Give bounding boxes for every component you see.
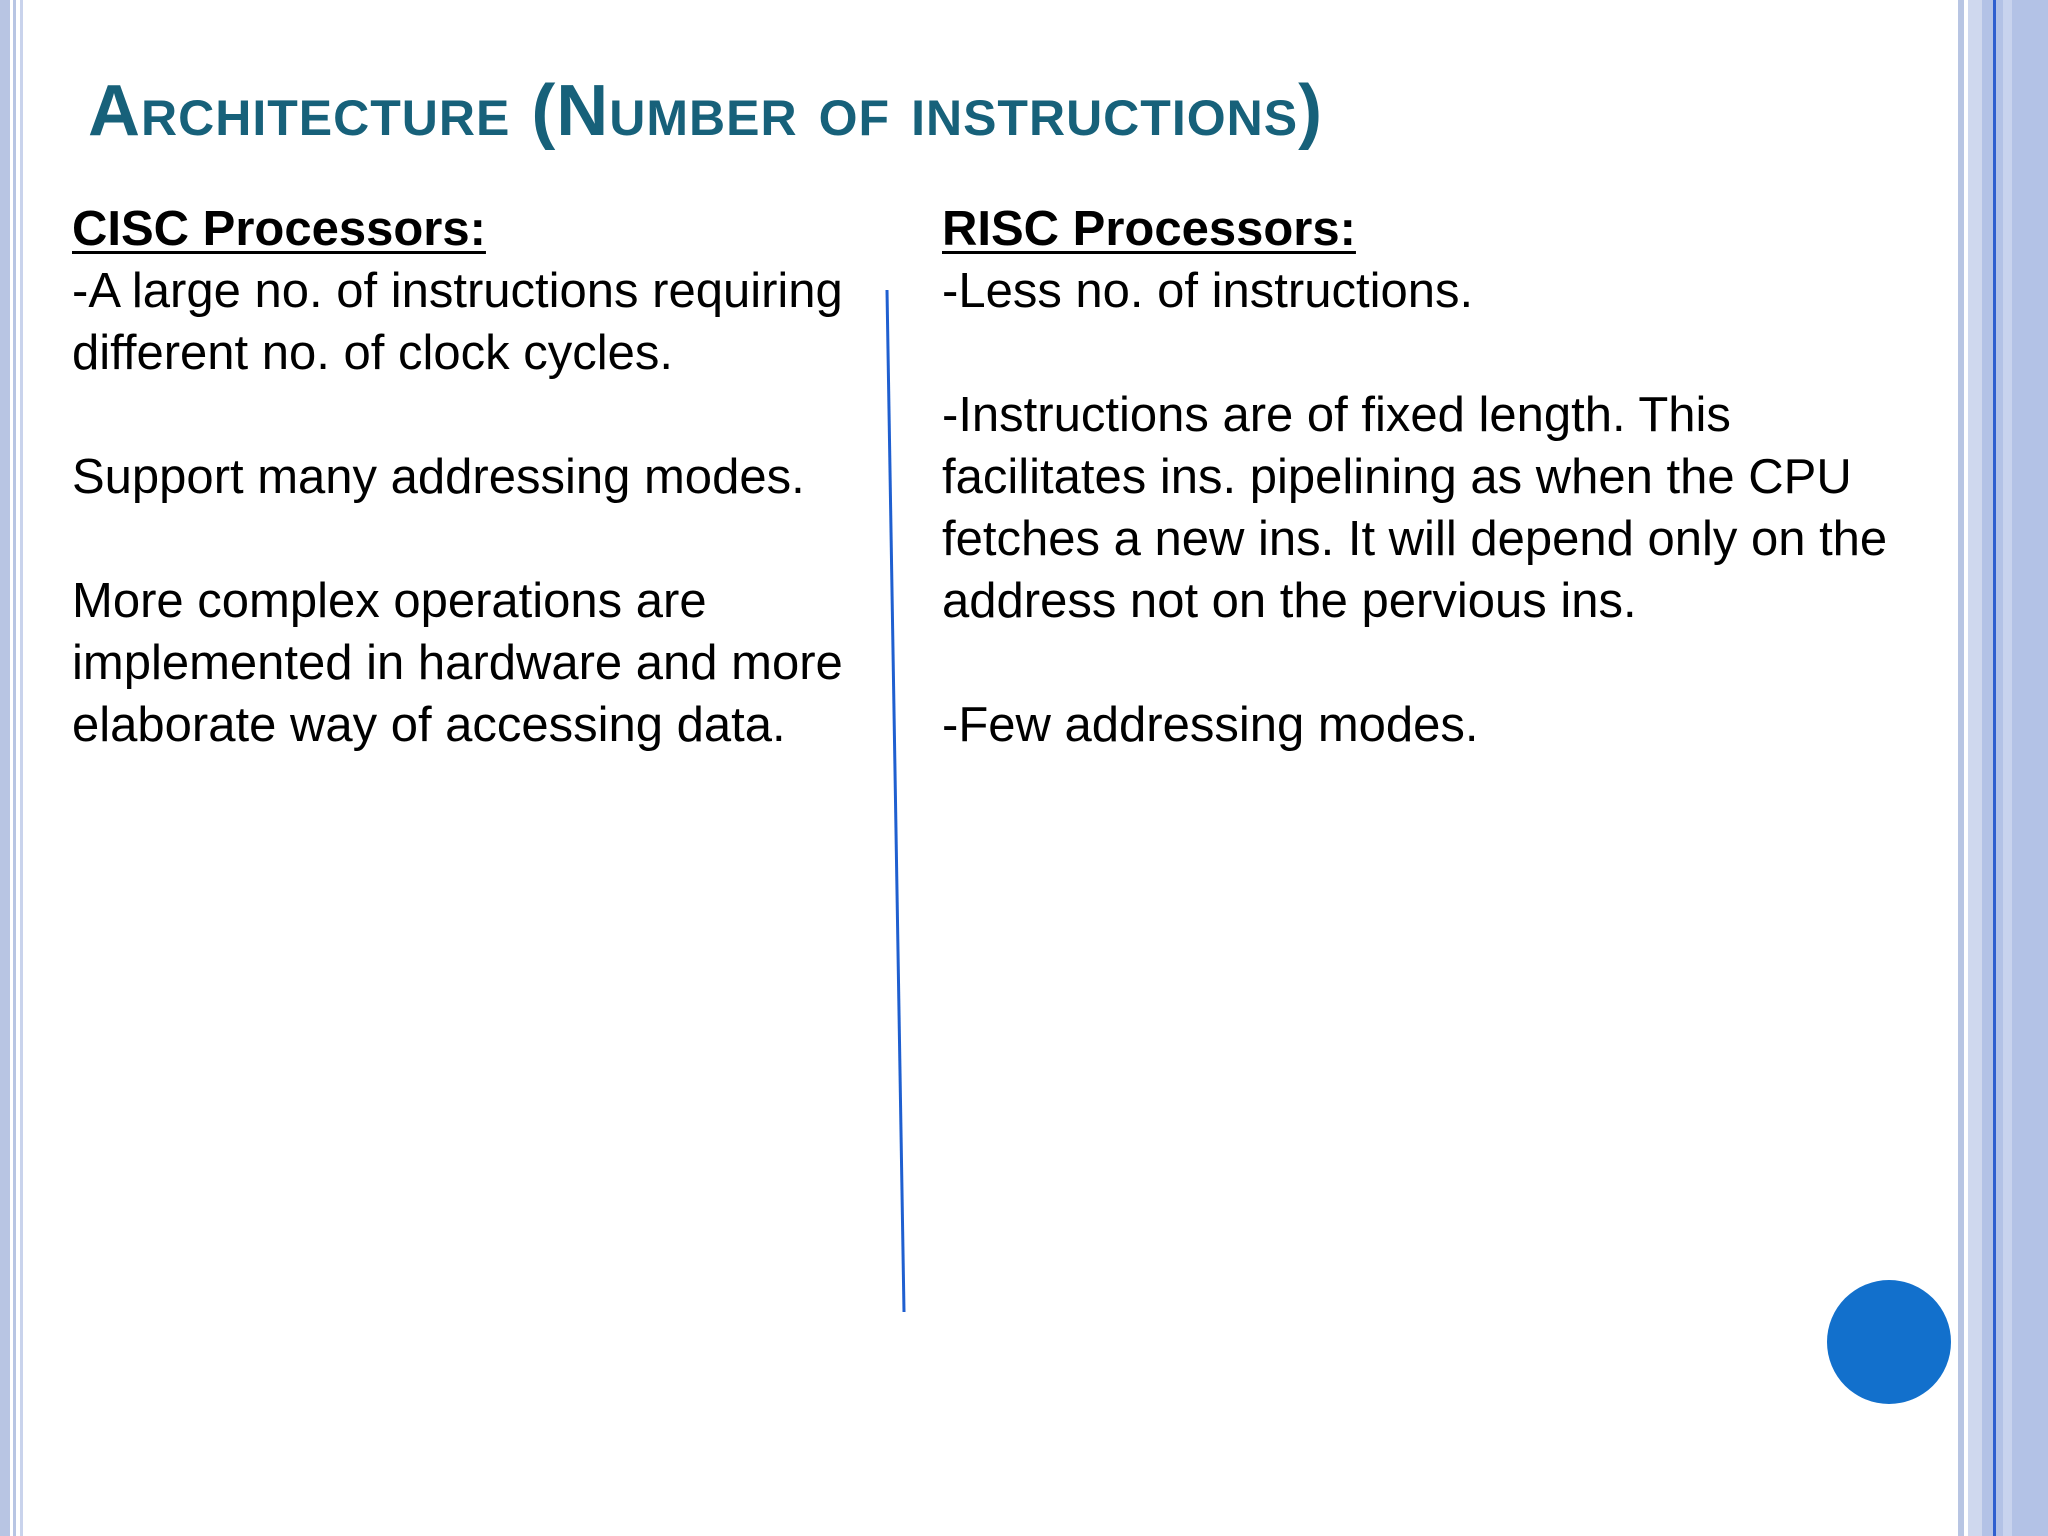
risc-point: -Instructions are of fixed length. This facilitates ins. pipelining as when the CPU fetches a new ins. It will depend only on the address not on the pervious ins. bbox=[942, 388, 1888, 628]
cisc-point: Support many addressing modes. bbox=[72, 450, 805, 504]
divider-line bbox=[887, 290, 904, 1312]
cisc-heading: CISC Processors: bbox=[72, 202, 486, 256]
risc-point: -Few addressing modes. bbox=[942, 698, 1479, 752]
risc-heading: RISC Processors: bbox=[942, 202, 1356, 256]
risc-point: -Less no. of instructions. bbox=[942, 264, 1474, 318]
circle-marker bbox=[1827, 1280, 1951, 1404]
cisc-point: More complex operations are implemented in hardware and more elaborate way of accessing data. bbox=[72, 574, 843, 752]
slide-title: Architecture (Number of instructions) bbox=[88, 71, 1324, 151]
cisc-point: -A large no. of instructions requiring different no. of clock cycles. bbox=[72, 264, 843, 380]
